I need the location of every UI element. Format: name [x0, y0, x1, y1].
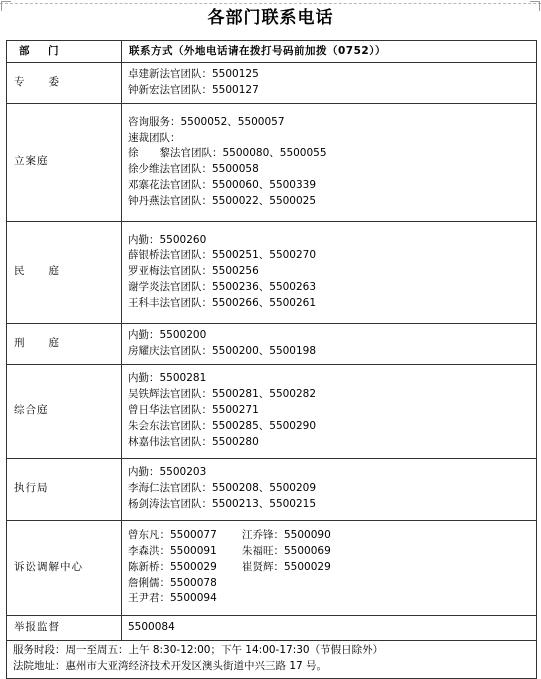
contact-entry: 江乔锋：5500090 — [242, 528, 331, 541]
contact-entry: 李森洪：5500091 — [128, 544, 217, 557]
page-top-rule — [0, 3, 541, 4]
table-footer-row — [7, 640, 537, 678]
dept-name: 民 庭 — [7, 221, 122, 323]
contact-entry: 曾东凡：5500077 — [128, 528, 217, 541]
header-contact: 联系方式（外地电话请在拨打号码前加拨（0752）） — [122, 41, 537, 63]
dept-contacts — [122, 520, 537, 615]
contact-line: 吴铁辉法官团队：5500281、5500282 — [128, 388, 317, 401]
contact-line: 5500084 — [128, 620, 175, 633]
contact-line: 卓建新法官团队：5500125 — [128, 68, 259, 80]
contact-line: 内勤：5500260 — [128, 233, 207, 246]
contact-line: 谢学炎法官团队：5500236、5500263 — [128, 281, 317, 294]
contact-line: 徐 黎法官团队：5500080、5500055 — [128, 147, 327, 160]
contact-entry: 朱福旺：5500069 — [242, 544, 331, 557]
contact-entry: 詹俐儒：5500078 — [128, 576, 217, 589]
dept-contacts — [122, 364, 537, 458]
contact-line: 林嘉伟法官团队：5500280 — [128, 435, 259, 448]
dept-contacts — [122, 458, 537, 520]
contact-line: 房耀庆法官团队：5500200、5500198 — [128, 344, 317, 357]
dept-name: 刑 庭 — [7, 323, 122, 364]
dept-contacts — [122, 103, 537, 221]
court-address: 法院地址：惠州市大亚湾经济技术开发区澳头街道中兴三路 17 号。 — [13, 660, 328, 673]
dept-name: 专 委 — [7, 63, 122, 104]
contact-line: 内勤：5500200 — [128, 328, 207, 341]
contact-line: 王科丰法官团队：5500266、5500261 — [128, 297, 317, 310]
dept-name: 综合庭 — [7, 364, 122, 458]
table-header-row — [7, 41, 537, 63]
table-row — [7, 458, 537, 520]
contact-pair — [128, 591, 536, 607]
dept-name: 诉讼调解中心 — [7, 520, 122, 615]
dept-name: 立案庭 — [7, 103, 122, 221]
dept-contacts — [122, 323, 537, 364]
table-row — [7, 520, 537, 615]
contact-pair — [128, 576, 536, 592]
contact-line: 速裁团队： — [128, 131, 181, 144]
table-row — [7, 63, 537, 104]
contact-entry: 崔贤辉：5500029 — [242, 560, 331, 573]
contact-line: 钟丹燕法官团队：5500022、5500025 — [128, 195, 317, 208]
contact-line: 钟新宏法官团队：5500127 — [128, 83, 259, 96]
dept-name: 执行局 — [7, 458, 122, 520]
contact-line: 邓寨花法官团队：5500060、5500339 — [128, 179, 317, 192]
contact-entry: 王尹君：5500094 — [128, 592, 217, 605]
service-hours: 服务时段：周一至周五：上午 8:30-12:00；下午 14:00-17:30（节假日除外） — [13, 644, 384, 657]
table-row — [7, 615, 537, 640]
contact-line: 内勤：5500281 — [128, 372, 207, 385]
dept-contacts — [122, 221, 537, 323]
contact-pair — [128, 544, 536, 560]
table-row — [7, 364, 537, 458]
table-row — [7, 323, 537, 364]
contact-entry: 陈新桥：5500029 — [128, 560, 217, 573]
contact-line: 杨剑涛法官团队：5500213、5500215 — [128, 498, 317, 511]
page-title: 各部门联系电话 — [207, 8, 334, 28]
dept-contacts — [122, 63, 537, 104]
dept-name: 举报监督 — [7, 615, 122, 640]
table-row — [7, 103, 537, 221]
contact-line: 曾日华法官团队：5500271 — [128, 404, 259, 417]
contact-line: 薛银桥法官团队：5500251、5500270 — [128, 249, 317, 262]
contact-line: 罗亚梅法官团队：5500256 — [128, 265, 259, 278]
contact-table — [6, 40, 537, 679]
header-dept: 部 门 — [7, 41, 122, 63]
table-row — [7, 221, 537, 323]
contact-line: 咨询服务：5500052、5500057 — [128, 115, 285, 128]
contact-pair — [128, 528, 536, 544]
footer-cell — [7, 640, 537, 678]
contact-line: 内勤：5500203 — [128, 466, 207, 479]
contact-pair — [128, 560, 536, 576]
dept-contacts — [122, 615, 537, 640]
contact-line: 徐少维法官团队：5500058 — [128, 163, 259, 176]
contact-line: 朱会东法官团队：5500285、5500290 — [128, 420, 317, 433]
contact-line: 李海仁法官团队：5500208、5500209 — [128, 482, 317, 495]
